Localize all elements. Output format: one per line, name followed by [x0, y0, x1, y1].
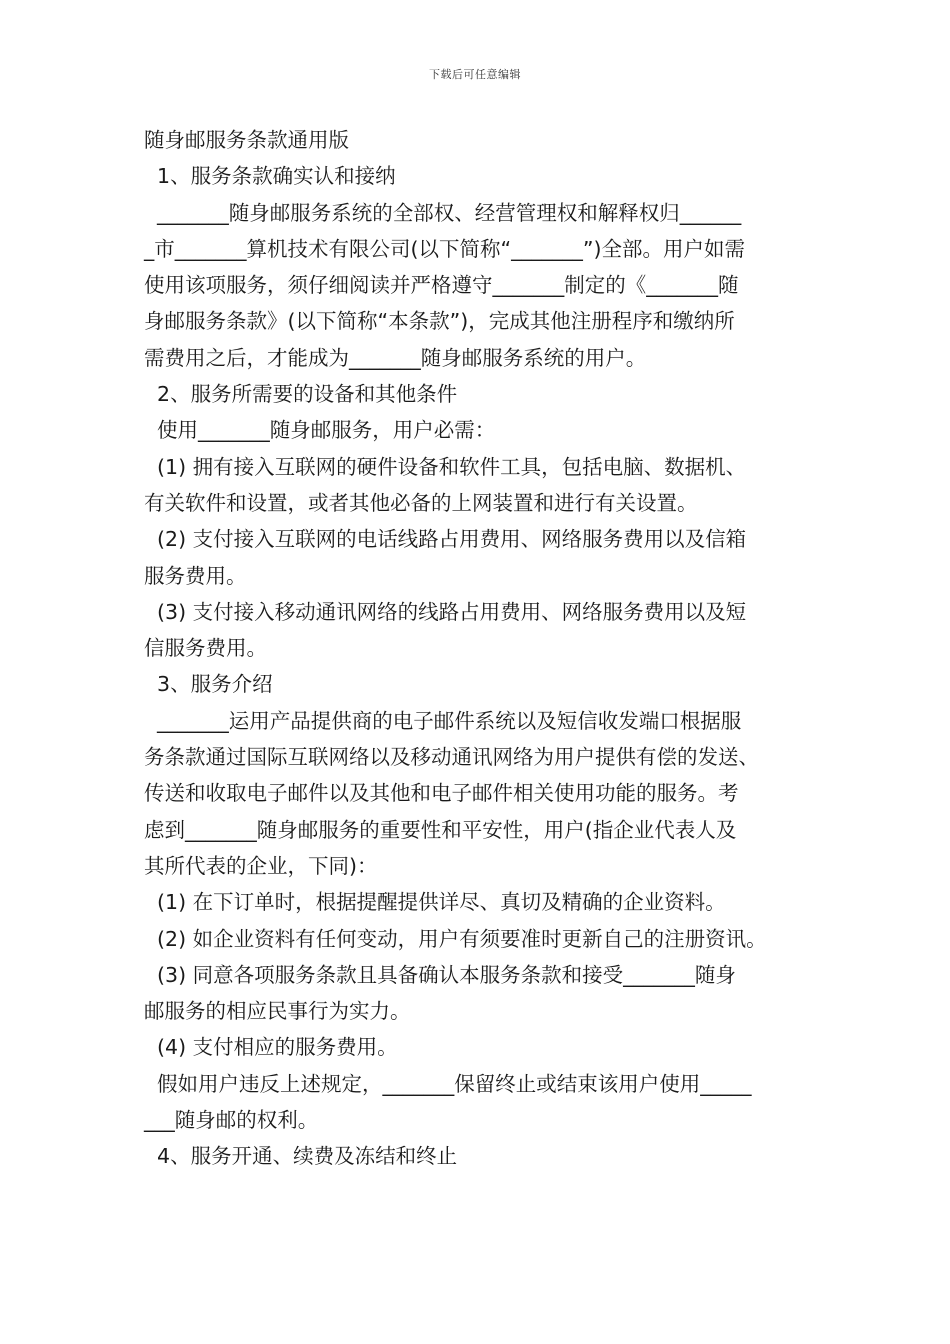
list-item-line: (2) 如企业资料有任何变动，用户有须要准时更新自己的注册资讯。 [144, 926, 767, 951]
page-header: 下载后可任意编辑 [429, 68, 521, 81]
list-item-line: (3) 支付接入移动通讯网络的线路占用费用、网络服务费用以及短 [144, 599, 747, 624]
paragraph-line: 身邮服务条款》(以下简称“本条款”)，完成其他注册程序和缴纳所 [144, 309, 735, 334]
list-item-line: 邮服务的相应民事行为实力。 [144, 999, 411, 1024]
paragraph-line: _______运用产品提供商的电子邮件系统以及短信收发端口根据服 [144, 708, 742, 733]
list-item-line: (2) 支付接入互联网的电话线路占用费用、网络服务费用以及信箱 [144, 527, 747, 552]
list-item-line: (4) 支付相应的服务费用。 [144, 1035, 398, 1060]
paragraph-line: _______随身邮服务系统的全部权、经营管理权和解释权归______ [144, 200, 742, 225]
list-item-line: 有关软件和设置，或者其他必备的上网装置和进行有关设置。 [144, 490, 698, 515]
section-heading-4: 4、服务开通、续费及冻结和终止 [144, 1144, 458, 1169]
document-body [144, 122, 812, 1175]
paragraph-line: ___随身邮的权利。 [144, 1108, 319, 1133]
paragraph-line: 需费用之后，才能成为_______随身邮服务系统的用户。 [144, 345, 647, 370]
paragraph-line: 传送和收取电子邮件以及其他和电子邮件相关使用功能的服务。考 [144, 781, 739, 806]
document-title: 随身邮服务条款通用版 [144, 128, 349, 152]
list-item-line: (1) 拥有接入互联网的硬件设备和软件工具，包括电脑、数据机、 [144, 454, 747, 479]
paragraph-line: 虑到_______随身邮服务的重要性和平安性，用户(指企业代表人及 [144, 817, 737, 842]
paragraph-line: _市_______算机技术有限公司(以下简称“_______”)全部。用户如需 [144, 236, 745, 261]
paragraph-line: 假如用户违反上述规定，_______保留终止或结束该用户使用_____ [144, 1071, 752, 1096]
list-item-line: (1) 在下订单时，根据提醒提供详尽、真切及精确的企业资料。 [144, 890, 726, 915]
list-item-line: (3) 同意各项服务条款且具备确认本服务条款和接受_______随身 [144, 962, 736, 987]
section-heading-1: 1、服务条款确实认和接纳 [144, 164, 396, 189]
paragraph-line: 其所代表的企业，下同)： [144, 853, 378, 878]
list-item-line: 信服务费用。 [144, 636, 267, 661]
list-item-line: 服务费用。 [144, 563, 247, 588]
paragraph-line: 使用_______随身邮服务，用户必需： [144, 418, 496, 443]
paragraph-line: 使用该项服务，须仔细阅读并严格遵守_______制定的《_______随 [144, 273, 739, 298]
section-heading-3: 3、服务介绍 [144, 672, 273, 697]
section-heading-2: 2、服务所需要的设备和其他条件 [144, 382, 458, 407]
paragraph-line: 务条款通过国际互联网络以及移动通讯网络为用户提供有偿的发送、 [144, 745, 759, 770]
